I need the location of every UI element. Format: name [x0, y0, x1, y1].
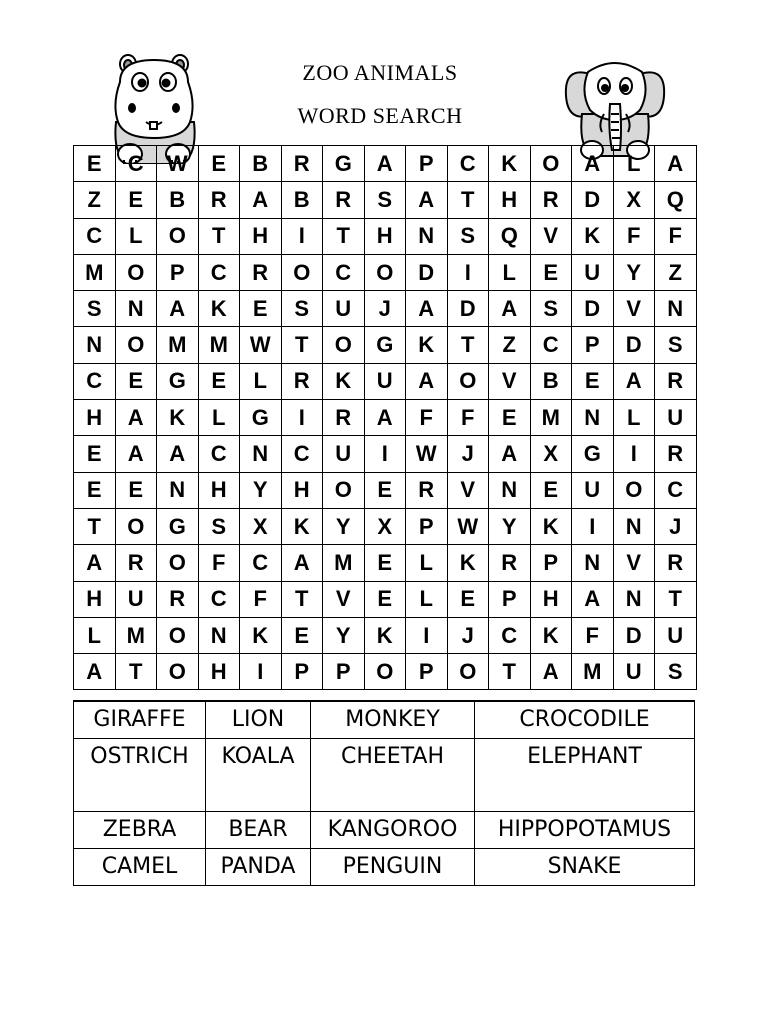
grid-cell: J	[655, 508, 697, 544]
grid-cell: C	[489, 617, 531, 653]
grid-cell: M	[572, 654, 614, 690]
grid-cell: N	[406, 218, 448, 254]
grid-cell: K	[406, 327, 448, 363]
grid-cell: M	[157, 327, 199, 363]
grid-cell: E	[530, 254, 572, 290]
grid-cell: A	[406, 291, 448, 327]
grid-row	[74, 363, 697, 399]
grid-cell: S	[74, 291, 116, 327]
grid-cell: C	[530, 327, 572, 363]
grid-cell: B	[240, 146, 282, 182]
grid-cell: N	[613, 581, 655, 617]
grid-cell: K	[530, 508, 572, 544]
grid-cell: S	[281, 291, 323, 327]
grid-cell: E	[74, 436, 116, 472]
grid-cell: Q	[489, 218, 531, 254]
grid-cell: E	[364, 581, 406, 617]
grid-cell: K	[530, 617, 572, 653]
grid-cell: A	[572, 581, 614, 617]
grid-cell: W	[157, 146, 199, 182]
grid-cell: Z	[655, 254, 697, 290]
word-bank-row	[74, 739, 695, 812]
grid-cell: T	[115, 654, 157, 690]
grid-cell: W	[240, 327, 282, 363]
grid-cell: I	[572, 508, 614, 544]
grid-cell: E	[74, 472, 116, 508]
grid-cell: L	[240, 363, 282, 399]
grid-cell: E	[198, 146, 240, 182]
grid-cell: R	[655, 363, 697, 399]
grid-cell: D	[447, 291, 489, 327]
grid-cell: E	[115, 363, 157, 399]
grid-cell: C	[198, 581, 240, 617]
grid-cell: E	[572, 363, 614, 399]
grid-cell: E	[240, 291, 282, 327]
grid-cell: G	[157, 508, 199, 544]
grid-cell: G	[157, 363, 199, 399]
grid-cell: N	[489, 472, 531, 508]
grid-cell: A	[364, 400, 406, 436]
grid-cell: O	[447, 654, 489, 690]
grid-cell: T	[655, 581, 697, 617]
grid-cell: P	[323, 654, 365, 690]
grid-cell: C	[281, 436, 323, 472]
grid-cell: A	[530, 654, 572, 690]
word-bank-word: KOALA	[206, 739, 311, 812]
grid-cell: T	[323, 218, 365, 254]
grid-cell: N	[240, 436, 282, 472]
grid-cell: N	[115, 291, 157, 327]
grid-cell: A	[240, 182, 282, 218]
word-bank-word: ELEPHANT	[475, 739, 695, 812]
grid-cell: S	[198, 508, 240, 544]
grid-row	[74, 581, 697, 617]
grid-cell: O	[115, 327, 157, 363]
grid-cell: O	[281, 254, 323, 290]
grid-cell: R	[281, 363, 323, 399]
grid-cell: F	[240, 581, 282, 617]
grid-cell: H	[281, 472, 323, 508]
grid-cell: A	[74, 545, 116, 581]
grid-cell: K	[364, 617, 406, 653]
grid-cell: Y	[323, 508, 365, 544]
grid-cell: E	[74, 146, 116, 182]
word-bank-word: OSTRICH	[74, 739, 206, 812]
grid-cell: R	[240, 254, 282, 290]
grid-cell: S	[530, 291, 572, 327]
grid-cell: C	[198, 254, 240, 290]
grid-cell: E	[115, 182, 157, 218]
grid-cell: L	[613, 146, 655, 182]
grid-cell: D	[572, 182, 614, 218]
grid-cell: B	[530, 363, 572, 399]
grid-cell: I	[364, 436, 406, 472]
grid-cell: N	[572, 545, 614, 581]
grid-cell: A	[655, 146, 697, 182]
grid-cell: G	[364, 327, 406, 363]
grid-cell: I	[281, 218, 323, 254]
word-bank-word: HIPPOPOTAMUS	[475, 812, 695, 849]
grid-row	[74, 436, 697, 472]
grid-cell: A	[157, 436, 199, 472]
grid-cell: F	[572, 617, 614, 653]
grid-cell: C	[198, 436, 240, 472]
grid-cell: H	[198, 654, 240, 690]
grid-cell: T	[74, 508, 116, 544]
grid-cell: H	[74, 581, 116, 617]
grid-row	[74, 654, 697, 690]
grid-cell: U	[655, 400, 697, 436]
grid-cell: P	[489, 581, 531, 617]
grid-cell: H	[198, 472, 240, 508]
word-bank-row	[74, 849, 695, 886]
grid-cell: T	[281, 581, 323, 617]
grid-cell: T	[281, 327, 323, 363]
grid-cell: C	[323, 254, 365, 290]
grid-cell: W	[447, 508, 489, 544]
grid-cell: Q	[655, 182, 697, 218]
grid-cell: O	[157, 545, 199, 581]
grid-cell: B	[281, 182, 323, 218]
grid-cell: S	[364, 182, 406, 218]
grid-cell: V	[323, 581, 365, 617]
grid-cell: K	[489, 146, 531, 182]
grid-cell: R	[281, 146, 323, 182]
word-bank-word: PENGUIN	[311, 849, 475, 886]
grid-cell: E	[115, 472, 157, 508]
grid-row	[74, 508, 697, 544]
grid-cell: N	[74, 327, 116, 363]
grid-cell: S	[655, 327, 697, 363]
grid-cell: H	[364, 218, 406, 254]
grid-cell: A	[406, 182, 448, 218]
grid-cell: Y	[489, 508, 531, 544]
grid-cell: K	[281, 508, 323, 544]
title-line-1: ZOO ANIMALS	[302, 60, 458, 85]
grid-cell: Z	[489, 327, 531, 363]
grid-cell: A	[115, 400, 157, 436]
grid-cell: E	[364, 545, 406, 581]
grid-cell: Y	[240, 472, 282, 508]
grid-cell: P	[406, 508, 448, 544]
grid-cell: K	[198, 291, 240, 327]
grid-row	[74, 182, 697, 218]
grid-cell: C	[115, 146, 157, 182]
grid-cell: O	[157, 617, 199, 653]
grid-cell: U	[323, 291, 365, 327]
grid-cell: P	[406, 654, 448, 690]
grid-cell: R	[323, 400, 365, 436]
grid-cell: O	[447, 363, 489, 399]
grid-row	[74, 218, 697, 254]
grid-cell: R	[655, 545, 697, 581]
grid-cell: I	[447, 254, 489, 290]
grid-cell: T	[447, 327, 489, 363]
grid-cell: P	[530, 545, 572, 581]
grid-cell: C	[74, 363, 116, 399]
word-bank-row	[74, 701, 695, 739]
grid-cell: H	[489, 182, 531, 218]
grid-cell: A	[115, 436, 157, 472]
letter-grid	[73, 145, 697, 690]
grid-cell: V	[447, 472, 489, 508]
grid-cell: O	[115, 508, 157, 544]
grid-cell: A	[572, 146, 614, 182]
grid-cell: A	[489, 436, 531, 472]
grid-cell: D	[613, 617, 655, 653]
grid-cell: E	[281, 617, 323, 653]
word-bank-row	[74, 812, 695, 849]
word-bank-word: LION	[206, 701, 311, 739]
grid-cell: M	[198, 327, 240, 363]
grid-cell: A	[157, 291, 199, 327]
grid-cell: S	[655, 654, 697, 690]
grid-cell: X	[613, 182, 655, 218]
grid-row	[74, 545, 697, 581]
grid-cell: E	[364, 472, 406, 508]
grid-cell: X	[240, 508, 282, 544]
grid-row	[74, 472, 697, 508]
word-bank-word: CHEETAH	[311, 739, 475, 812]
grid-cell: I	[240, 654, 282, 690]
grid-cell: Y	[613, 254, 655, 290]
grid-cell: U	[323, 436, 365, 472]
grid-cell: N	[198, 617, 240, 653]
title-line-2: WORD SEARCH	[297, 103, 463, 128]
grid-cell: L	[115, 218, 157, 254]
grid-cell: P	[572, 327, 614, 363]
grid-cell: T	[447, 182, 489, 218]
grid-cell: D	[613, 327, 655, 363]
word-bank-word: ZEBRA	[74, 812, 206, 849]
grid-cell: A	[364, 146, 406, 182]
grid-cell: H	[530, 581, 572, 617]
grid-cell: D	[406, 254, 448, 290]
grid-cell: U	[572, 254, 614, 290]
grid-cell: D	[572, 291, 614, 327]
grid-cell: V	[613, 545, 655, 581]
grid-cell: U	[613, 654, 655, 690]
grid-cell: R	[198, 182, 240, 218]
grid-cell: J	[447, 617, 489, 653]
grid-cell: M	[530, 400, 572, 436]
grid-cell: R	[115, 545, 157, 581]
grid-cell: J	[447, 436, 489, 472]
grid-row	[74, 254, 697, 290]
grid-cell: R	[655, 436, 697, 472]
elephant-illustration	[560, 52, 670, 160]
grid-cell: K	[447, 545, 489, 581]
grid-cell: U	[115, 581, 157, 617]
grid-cell: O	[115, 254, 157, 290]
grid-cell: A	[613, 363, 655, 399]
grid-cell: M	[115, 617, 157, 653]
grid-cell: A	[74, 654, 116, 690]
grid-row	[74, 291, 697, 327]
grid-cell: G	[323, 146, 365, 182]
grid-cell: O	[157, 218, 199, 254]
grid-cell: U	[364, 363, 406, 399]
grid-cell: C	[655, 472, 697, 508]
word-bank-word: MONKEY	[311, 701, 475, 739]
grid-cell: R	[157, 581, 199, 617]
grid-row	[74, 327, 697, 363]
grid-cell: K	[572, 218, 614, 254]
grid-cell: H	[240, 218, 282, 254]
grid-cell: X	[364, 508, 406, 544]
grid-cell: U	[572, 472, 614, 508]
grid-cell: E	[530, 472, 572, 508]
grid-cell: O	[364, 654, 406, 690]
grid-cell: I	[406, 617, 448, 653]
grid-cell: H	[74, 400, 116, 436]
grid-cell: R	[530, 182, 572, 218]
grid-cell: I	[281, 400, 323, 436]
grid-cell: L	[613, 400, 655, 436]
grid-cell: K	[323, 363, 365, 399]
grid-cell: L	[489, 254, 531, 290]
grid-cell: L	[406, 545, 448, 581]
grid-cell: A	[489, 291, 531, 327]
grid-cell: N	[572, 400, 614, 436]
grid-cell: I	[613, 436, 655, 472]
grid-cell: V	[613, 291, 655, 327]
word-bank-word: CROCODILE	[475, 701, 695, 739]
grid-cell: L	[198, 400, 240, 436]
word-bank-word: CAMEL	[74, 849, 206, 886]
grid-cell: P	[406, 146, 448, 182]
grid-cell: O	[323, 472, 365, 508]
grid-cell: F	[406, 400, 448, 436]
grid-cell: A	[281, 545, 323, 581]
grid-cell: K	[157, 400, 199, 436]
grid-cell: T	[198, 218, 240, 254]
grid-cell: G	[572, 436, 614, 472]
grid-cell: N	[655, 291, 697, 327]
grid-cell: F	[655, 218, 697, 254]
grid-cell: E	[489, 400, 531, 436]
grid-row	[74, 617, 697, 653]
grid-cell: C	[240, 545, 282, 581]
grid-cell: K	[240, 617, 282, 653]
word-bank-word: KANGOROO	[311, 812, 475, 849]
grid-cell: F	[447, 400, 489, 436]
grid-row	[74, 146, 697, 182]
grid-cell: N	[613, 508, 655, 544]
grid-cell: C	[74, 218, 116, 254]
grid-cell: O	[364, 254, 406, 290]
grid-cell: R	[406, 472, 448, 508]
grid-cell: M	[323, 545, 365, 581]
grid-row	[74, 400, 697, 436]
grid-cell: E	[447, 581, 489, 617]
grid-cell: T	[489, 654, 531, 690]
grid-cell: J	[364, 291, 406, 327]
grid-cell: F	[613, 218, 655, 254]
grid-cell: N	[157, 472, 199, 508]
grid-cell: L	[74, 617, 116, 653]
grid-cell: M	[74, 254, 116, 290]
grid-cell: A	[406, 363, 448, 399]
grid-cell: P	[157, 254, 199, 290]
grid-cell: R	[323, 182, 365, 218]
grid-cell: B	[157, 182, 199, 218]
word-bank-word: BEAR	[206, 812, 311, 849]
grid-cell: W	[406, 436, 448, 472]
grid-cell: O	[613, 472, 655, 508]
grid-cell: O	[530, 146, 572, 182]
grid-cell: G	[240, 400, 282, 436]
grid-cell: O	[157, 654, 199, 690]
grid-cell: S	[447, 218, 489, 254]
grid-cell: U	[655, 617, 697, 653]
word-bank-word: PANDA	[206, 849, 311, 886]
word-bank	[73, 700, 695, 886]
word-bank-word: SNAKE	[475, 849, 695, 886]
grid-cell: F	[198, 545, 240, 581]
grid-cell: R	[489, 545, 531, 581]
grid-cell: Z	[74, 182, 116, 218]
grid-cell: O	[323, 327, 365, 363]
grid-cell: X	[530, 436, 572, 472]
grid-cell: C	[447, 146, 489, 182]
grid-cell: P	[281, 654, 323, 690]
grid-cell: E	[198, 363, 240, 399]
grid-cell: V	[530, 218, 572, 254]
word-bank-word: GIRAFFE	[74, 701, 206, 739]
grid-cell: Y	[323, 617, 365, 653]
grid-cell: V	[489, 363, 531, 399]
grid-cell: L	[406, 581, 448, 617]
